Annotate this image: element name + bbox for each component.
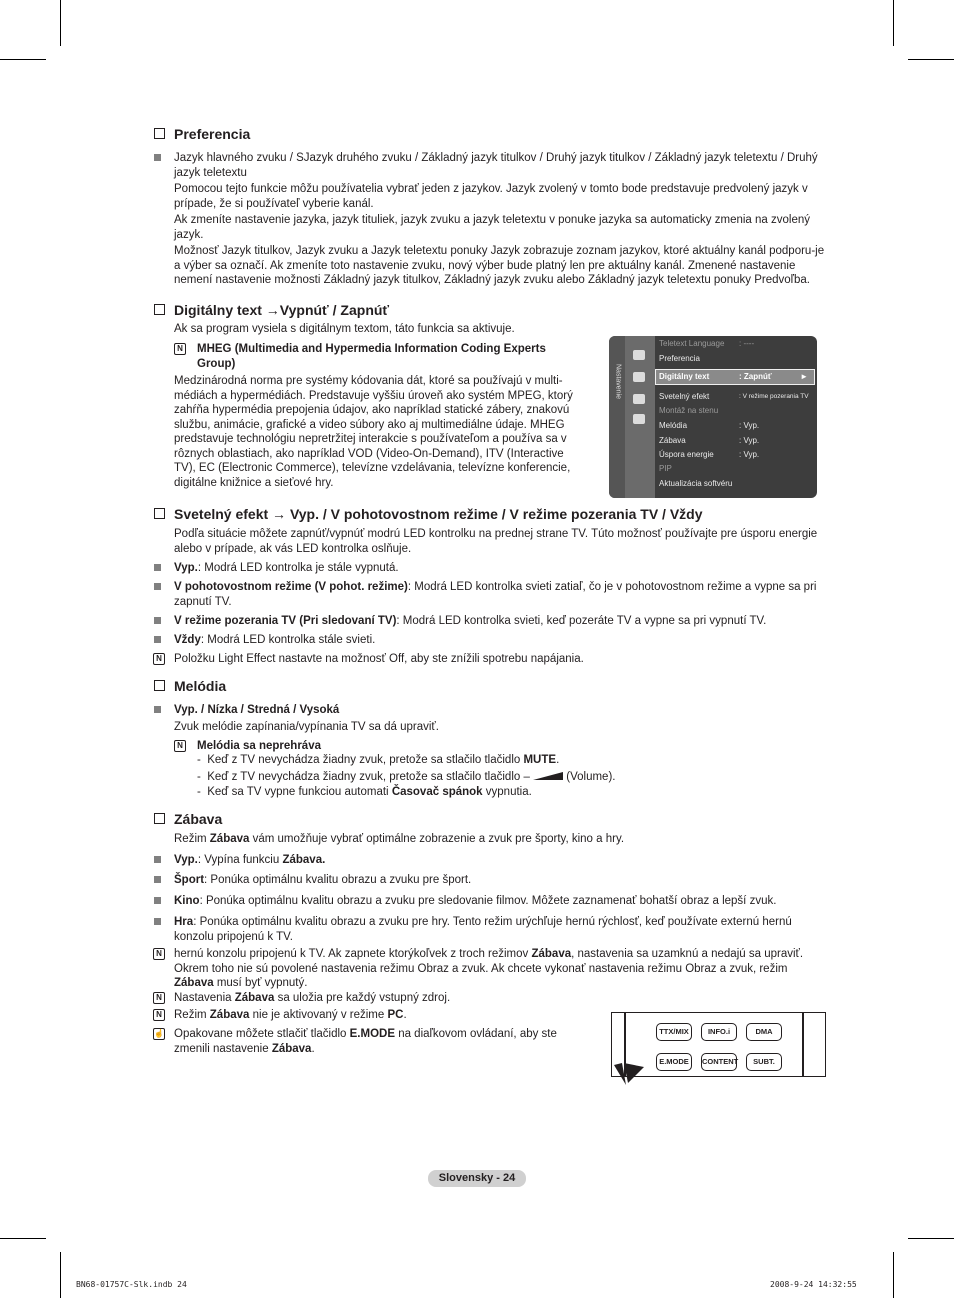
section-heading-entertainment: Zábava [154,811,222,827]
entertainment-note-1: hernú konzolu pripojenú k TV. Ak zapnete ktorýkoľvek z troch režimov Zábava, nastavenia sa uzamknú a nedajú sa upraviť. Okrem toho nie sú povolené nastavenia režimu Obraz a zvuk. Ak chcete vykonať nastavenia režimu Obraz a zvuk, režim Zábava musí byť vypnutý. [174,948,804,989]
tv-menu-row: Úspora energie : Vyp. [659,450,760,459]
entertainment-note-2: Nastavenia Zábava sa uložia pre každý vstupný zdroj. [174,992,451,1004]
arrow-right-icon: ► [800,372,808,381]
volume-down-icon [533,772,563,781]
bullet-marker [154,706,161,713]
note-icon: N [174,740,186,752]
tv-menu-row: Aktualizácia softvéru [659,479,733,488]
note-icon: N [153,992,165,1004]
entertainment-note-4: Opakovane môžete stlačiť tlačidlo E.MODE na diaľkovom ovládaní, aby ste zmenili nastavenie Zábava. [174,1028,557,1055]
bullet-marker [154,856,161,863]
bullet-marker [154,583,161,590]
crop-mark [908,1238,954,1239]
digital-note-mheg: MHEG (Multimedia and Hypermedia Information Coding Experts Group) [197,343,546,370]
preferencia-paragraph-1: Pomocou tejto funkcie môžu používatelia vybrať jeden z jazykov. Jazyk zvolený v tomto bode predstavuje predvolený jazyk v prípade, že si používateľ vyberie kanál. [174,183,808,210]
print-slug-date: 2008-9-24 14:32:55 [770,1280,857,1289]
input-icon [633,414,645,424]
tv-menu-row-selected: Digitálny text : Zapnúť ► [656,370,814,384]
remote-hand-icon: ☝ [154,1029,164,1038]
remote-button-e-mode: E.MODE [656,1053,692,1071]
melody-note-title: Melódia sa neprehráva [197,740,321,752]
pointer-arrow-icon [614,1061,644,1087]
note-icon: N [153,1009,165,1021]
sound-icon [633,394,645,404]
preferencia-bullet: Jazyk hlavného zvuku / SJazyk druhého zvuku / Základný jazyk titulkov / Druhý jazyk titulkov / Základný jazyk teletextu / Druhý jazyk teletextu [174,152,818,179]
tv-menu-row: Svetelný efekt : V režime pozerania TV [659,392,809,401]
tv-menu-row: Melódia : Vyp. [659,421,760,430]
remote-button-content: CONTENT [701,1053,737,1071]
tv-menu-row: Teletext Language : ---- [659,339,755,348]
tv-menu-row: Zábava : Vyp. [659,436,760,445]
remote-control-illustration [611,1012,826,1077]
light-effect-option-tv-watching: V režime pozerania TV (Pri sledovaní TV): Modrá LED kontrolka svieti, keď pozeráte TV a vypne sa pri vypnutí TV. [174,615,767,627]
bullet-marker [154,154,161,161]
crop-mark [908,59,954,60]
melody-dash-3: - Keď sa TV vypne funkciou automati Časovač spánok vypnutia. [197,786,532,798]
bullet-marker [154,876,161,883]
melody-options: Vyp. / Nízka / Stredná / Vysoká [174,704,340,716]
note-icon: N [153,653,165,665]
preferencia-paragraph-3: Možnosť Jazyk titulkov, Jazyk zvuku a Jazyk teletextu ponuky Jazyk zobrazuje zoznam jazykov, ktoré aktuálny kanál podporu-je a výber sa označí. Ak zmeníte toto nastavenie zvuku, nový výber bude platný len pre aktuálny kanál. Zmenené nastavenie nemení nastavenie možnosti Základný jazyk titulkov, Základný jazyk zvuku alebo Základný jazyk teletextu ponuky Predvoľba. [174,245,825,286]
remote-button-info: INFO.i [701,1023,737,1041]
digital-paragraph-2: Medzinárodná norma pre systémy kódovania dát, ktoré sa používajú v multi-médiách a hypermédiách. Predstavuje vyššiu úroveň ako systém MPEG, ktorý zahŕňa hypermédia prepojenia údajov, ako napríklad statické zábery, znakovú službu, animácie, grafické a video súbory ako aj multimediálne údaje. MHEG predstavuje technológiu nepretržitej interakcie s používateľom a používa sa v rôznych oblastiach, ako napríklad VOD (Video-On-Demand), ITV (Interactive TV), EC (Electronic Commerce), televízne vzdelávania, televízne konferencie, digitálne knižnice a sieťové hry. [174,375,573,489]
tv-menu-row: Montáž na stenu [659,406,719,415]
preferencia-paragraph-2: Ak zmeníte nastavenie jazyka, jazyk tituliek, jazyk zvuku a jazyk teletextu v ponuke jazyka sa automaticky zmenia na zvolený jazyk. [174,214,810,241]
print-slug-file: BN68-01757C-Slk.indb 24 [76,1280,187,1289]
note-icon: N [153,948,165,960]
section-heading-preferencia: Preferencia [154,126,250,142]
light-effect-option-off: Vyp.: Modrá LED kontrolka je stále vypnutá. [174,562,399,574]
tv-menu-row: PIP [659,464,672,473]
remote-button-subt: SUBT. [746,1053,782,1071]
crop-mark [0,59,46,60]
tv-menu-row: Preferencia [659,354,700,363]
crop-mark [60,0,61,46]
bullet-marker [154,897,161,904]
bullet-marker [154,918,161,925]
melody-dash-1: - Keď z TV nevychádza žiadny zvuk, pretože sa stlačilo tlačidlo MUTE. [197,754,560,766]
melody-dash-2: - Keď z TV nevychádza žiadny zvuk, pretože sa stlačilo tlačidlo – (Volume). [197,771,616,783]
entertainment-option-sport: Šport: Ponúka optimálnu kvalitu obrazu a zvuku pre šport. [174,874,472,886]
light-effect-paragraph: Podľa situácie môžete zapnúť/vypnúť modrú LED kontrolku na prednej strane TV. Túto možnosť používajte pre úsporu energie alebo v prípade, ak vás LED kontrolka oslňuje. [174,528,818,555]
crop-mark [0,1238,46,1239]
light-effect-note: Položku Light Effect nastavte na možnosť Off, aby ste znížili spotrebu napájania. [174,653,584,665]
tv-menu-screenshot [609,336,817,498]
crop-mark [893,0,894,46]
bullet-marker [154,617,161,624]
bullet-marker [154,636,161,643]
tv-menu-side-label: Nastavenie [614,364,622,400]
light-effect-option-always: Vždy: Modrá LED kontrolka stále svieti. [174,634,376,646]
remote-button-ttx-mix: TTX/MIX [656,1023,692,1041]
bullet-marker [154,564,161,571]
page-number-badge: Slovensky - 24 [428,1170,526,1187]
setup-gear-icon [633,372,645,382]
melody-paragraph: Zvuk melódie zapínania/vypínania TV sa dá upraviť. [174,721,439,733]
section-heading-light-effect: Svetelný efekt → Vyp. / V pohotovostnom režime / V režime pozerania TV / Vždy [154,506,703,522]
section-heading-melody: Melódia [154,678,226,694]
entertainment-option-game: Hra: Ponúka optimálnu kvalitu obrazu a zvuku pre hry. Tento režim urýchľuje hernú rýchlosť, keď používate externú hernú konzolu pripojenú k TV. [174,916,792,943]
entertainment-option-cinema: Kino: Ponúka optimálnu kvalitu obrazu a zvuku pre sledovanie filmov. Môžete zaznamenať bohatší obraz a lepší zvuk. [174,895,777,907]
picture-icon [633,350,645,360]
light-effect-option-standby: V pohotovostnom režime (V pohot. režime): Modrá LED kontrolka svieti zatiaľ, čo je v pohotovostnom režime a vypne sa pri zapnutí TV. [174,581,817,608]
section-heading-digital-text: Digitálny text →Vypnúť / Zapnúť [154,302,389,318]
digital-paragraph-1: Ak sa program vysiela s digitálnym textom, táto funkcia sa aktivuje. [174,323,515,335]
crop-mark [60,1252,61,1298]
entertainment-paragraph: Režim Zábava vám umožňuje vybrať optimálne zobrazenie a zvuk pre športy, kino a hry. [174,833,625,845]
entertainment-option-off: Vyp.: Vypína funkciu Zábava. [174,854,326,866]
note-icon: N [174,343,186,355]
remote-button-dma: DMA [746,1023,782,1041]
entertainment-note-3: Režim Zábava nie je aktivovaný v režime PC. [174,1009,407,1021]
crop-mark [893,1252,894,1298]
